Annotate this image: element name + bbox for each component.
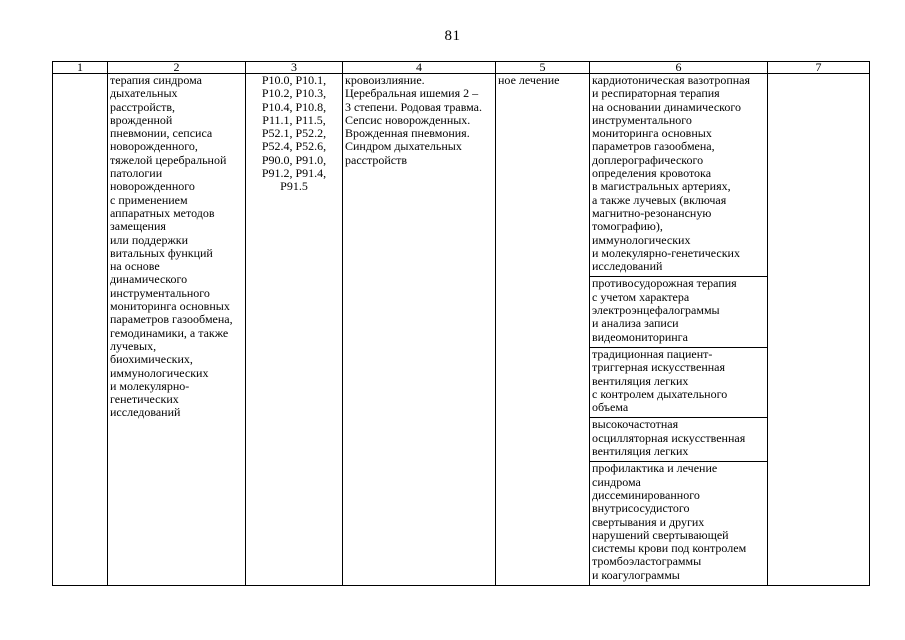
treatment-method-item: профилактика и лечение синдрома диссеминированного внутрисосудистого свертывания и других нарушений свертывающей системы крови под контролем тромбоэластограммы и коагулограммы xyxy=(592,461,747,582)
treatment-method-item: кардиотоническая вазотропная и респираторная терапия на основании динамического инструментального мониторинга основных параметров газообмена, доплерографического определения кровотока в магистральных артериях, а также лучевых (включая магнитно-резонансную томографию), иммунологических и молекулярно-генетических исследований xyxy=(590,74,767,277)
header-col-3: 3 xyxy=(246,62,343,74)
cell-col-3 xyxy=(246,74,343,586)
icd-codes-text: P10.0, P10.1, P10.2, P10.3, P10.4, P10.8, P11.1, P11.5, P52.1, P52.2, P52.4, P52.6, P90.0, P91.0, P91.2, P91.4, P91.5 xyxy=(261,73,327,194)
header-col-1: 1 xyxy=(53,62,108,74)
treatment-method-item: традиционная пациент- триггерная искусственная вентиляция легких с контролем дыхательного объема xyxy=(590,348,767,418)
header-col-5: 5 xyxy=(496,62,590,74)
table-row xyxy=(53,74,870,586)
treatment-method-item: противосудорожная терапия с учетом характера электроэнцефалограммы и анализа записи видеомониторинга xyxy=(590,277,767,347)
header-col-7: 7 xyxy=(768,62,870,74)
medical-care-table xyxy=(52,61,870,586)
cell-col-2 xyxy=(108,74,246,586)
header-col-6: 6 xyxy=(590,62,768,74)
cell-col-1 xyxy=(53,74,108,586)
treatment-method-item: высокочастотная осцилляторная искусственная вентиляция легких xyxy=(590,418,767,462)
cell-col-4 xyxy=(343,74,496,586)
treatment-type-text: ное лечение xyxy=(498,73,560,87)
header-col-2: 2 xyxy=(108,62,246,74)
cell-col-6 xyxy=(590,74,768,586)
diagnosis-text: кровоизлияние. Церебральная ишемия 2 – 3 степени. Родовая травма. Сепсис новорожденных. Врожденная пневмония. Синдром дыхательных расстройств xyxy=(345,73,482,167)
page-number: 81 xyxy=(444,28,461,44)
header-row xyxy=(53,62,870,74)
cell-col-7 xyxy=(768,74,870,586)
treatment-methods-list xyxy=(590,74,767,585)
cell-col-5 xyxy=(496,74,590,586)
header-col-4: 4 xyxy=(343,62,496,74)
care-type-text: терапия синдрома дыхательных расстройств, врожденной пневмонии, сепсиса новорожденного, тяжелой церебральной патологии новорожденного с применением аппаратных методов замещения или поддержки витальных функций на основе динамического инструментального мониторинга основных параметров газообмена, гемодинамики, а также лучевых, биохимических, иммунологических и молекулярно- генетических исследований xyxy=(110,73,233,420)
